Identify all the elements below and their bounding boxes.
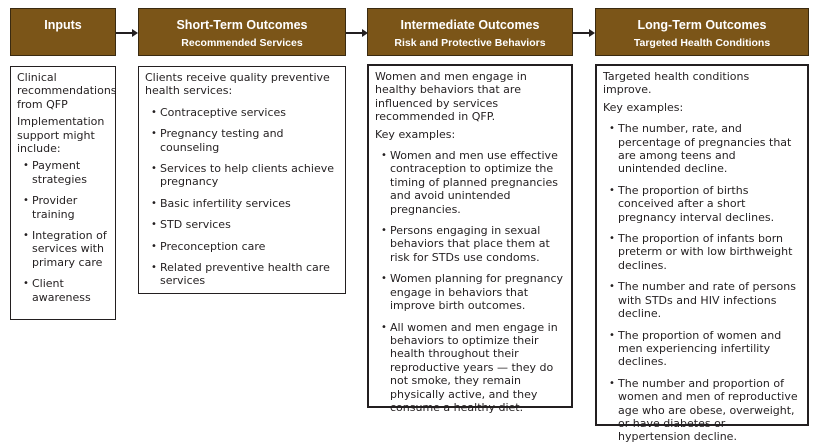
list-item: • Pregnancy testing and counseling [145, 127, 339, 154]
list-item: • The number and proportion of women and men of reproductive age who are obese, overweight, or have diabetes or hypertension decline. [603, 377, 801, 444]
header-title: Short-Term Outcomes [176, 18, 308, 32]
list-item: • Provider training [17, 194, 109, 221]
behaviors-list [375, 149, 565, 414]
intro-text: Key examples: [603, 100, 684, 114]
list-item: • Integration of services with primary care [17, 229, 109, 269]
header-title: Inputs [44, 18, 82, 32]
list-item: • Services to help clients achieve pregnancy [145, 162, 339, 189]
header-long-term [595, 8, 809, 56]
header-title: Intermediate Outcomes [400, 18, 540, 32]
list-item: • The number and rate of persons with STDs and HIV infections decline. [603, 280, 801, 320]
arrow-icon [573, 32, 591, 34]
short-term-box [138, 66, 346, 294]
list-item: • The number, rate, and percentage of pregnancies that are among teens and unintended decline. [603, 122, 801, 176]
header-subtitle: Risk and Protective Behaviors [394, 37, 546, 49]
intro-text: Implementation support might include: [17, 115, 105, 156]
intro-text: Women and men engage in healthy behaviors that are influenced by services recommended in QFP. [375, 70, 527, 124]
list-item: • Women planning for pregnancy engage in behaviors that improve birth outcomes. [375, 272, 565, 312]
header-subtitle: Recommended Services [181, 37, 303, 49]
list-item: • Payment strategies [17, 159, 109, 186]
list-item: • Client awareness [17, 277, 109, 304]
services-list [145, 106, 339, 288]
intermediate-box [367, 64, 573, 414]
intro-text: Clinical recommendations from QFP [17, 71, 117, 111]
long-term-box [595, 64, 809, 444]
inputs-list [17, 159, 109, 304]
list-item: • Women and men use effective contraception to optimize the timing of planned pregnancies and avoid unintended pregnancies. [375, 149, 565, 216]
header-short-term [138, 8, 346, 56]
list-item: • STD services [145, 218, 339, 231]
list-item: • Persons engaging in sexual behaviors that place them at risk for STDs use condoms. [375, 224, 565, 264]
inputs-box [10, 66, 116, 320]
header-intermediate [367, 8, 573, 56]
list-item: • The proportion of births conceived after a short pregnancy interval declines. [603, 184, 801, 224]
conditions-list [603, 122, 801, 444]
intro-text: Targeted health conditions improve. [603, 70, 750, 97]
list-item: • Contraceptive services [145, 106, 339, 119]
intro-text: Key examples: [375, 127, 456, 141]
list-item: • All women and men engage in behaviors to optimize their health throughout their reproductive years — they do not smoke, they remain physically active, and they consume a healthy diet. [375, 321, 565, 415]
intro-text: Clients receive quality preventive health services: [145, 71, 330, 98]
header-inputs [10, 8, 116, 56]
arrow-icon [346, 32, 364, 34]
arrow-icon [116, 32, 134, 34]
header-subtitle: Targeted Health Conditions [633, 37, 771, 49]
list-item: • Related preventive health care services [145, 261, 339, 288]
list-item: • Basic infertility services [145, 197, 339, 210]
list-item: • The proportion of women and men experiencing infertility declines. [603, 329, 801, 369]
header-title: Long-Term Outcomes [637, 18, 767, 32]
list-item: • Preconception care [145, 240, 339, 253]
list-item: • The proportion of infants born preterm or with low birthweight declines. [603, 232, 801, 272]
